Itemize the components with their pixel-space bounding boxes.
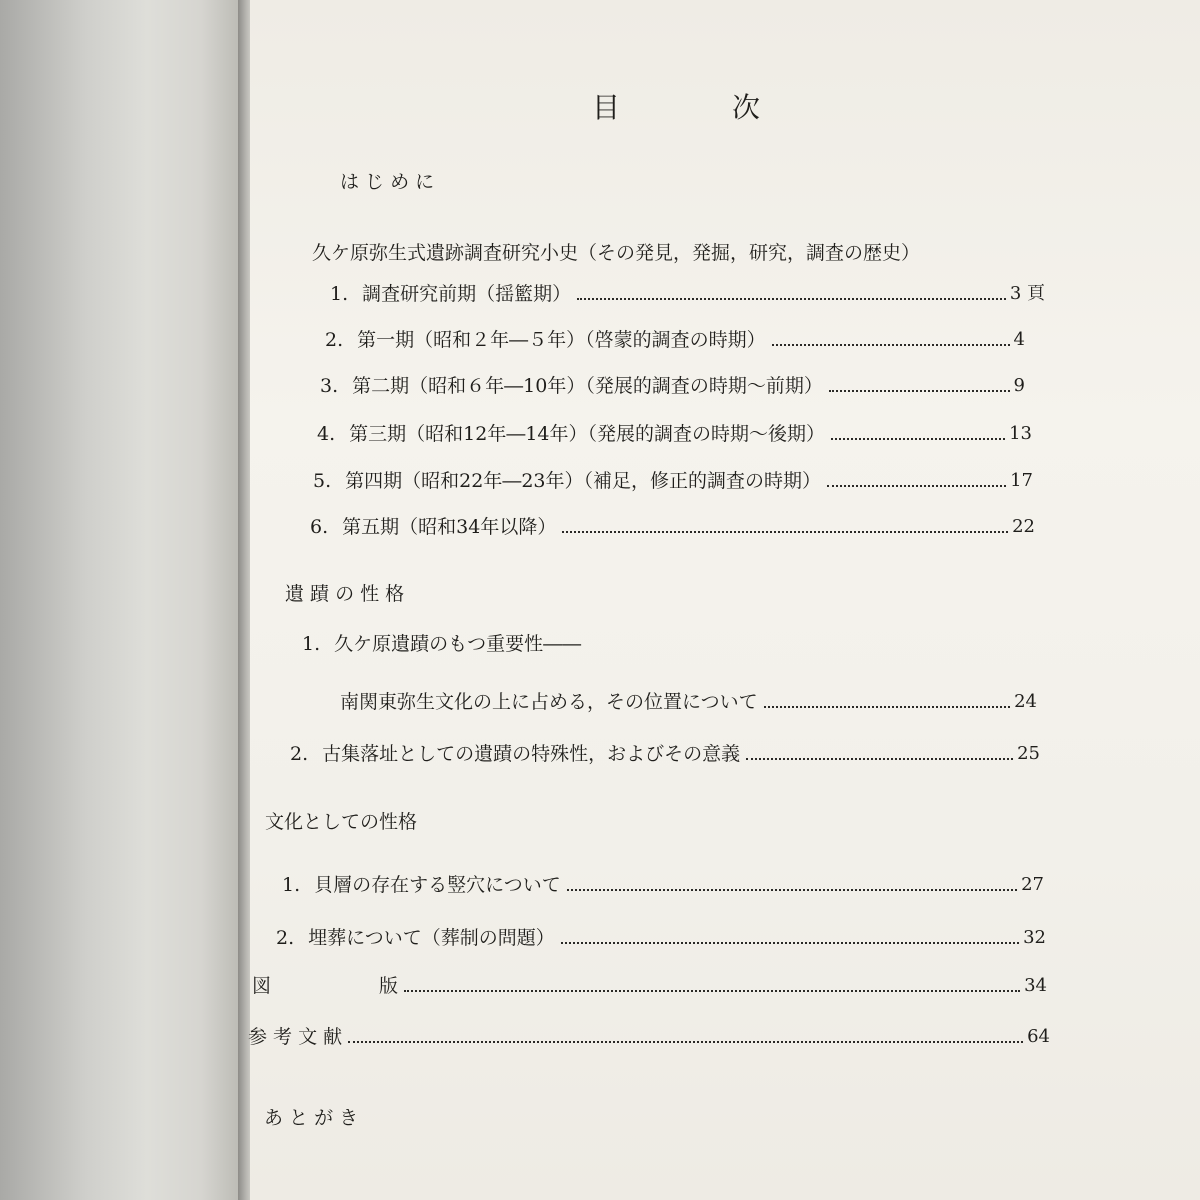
- dot-leader: [562, 531, 1008, 533]
- toc-row: [330, 282, 1045, 306]
- page-number: 13: [1009, 423, 1032, 444]
- section3-heading: [265, 810, 417, 834]
- page-number: 9: [1013, 375, 1025, 396]
- item-number: 4.: [317, 423, 336, 445]
- item-title: 第一期（昭和２年―５年）（啓蒙的調査の時期）: [357, 329, 766, 351]
- intro-entry: [340, 170, 434, 194]
- references-label: 参 考 文 献: [248, 1026, 343, 1048]
- dot-leader: [561, 942, 1019, 944]
- plates-label-right: 版: [379, 975, 399, 997]
- page-number: 64: [1027, 1026, 1050, 1047]
- toc-row: [282, 873, 1044, 897]
- toc-row: [310, 515, 1035, 539]
- dot-leader: [827, 485, 1006, 487]
- page-number: 22: [1012, 516, 1035, 537]
- title-left-char: 目: [592, 91, 621, 124]
- item-title: 久ケ原遺蹟のもつ重要性――: [334, 633, 582, 655]
- item-number: 6.: [310, 516, 329, 538]
- page-number: 17: [1010, 470, 1033, 491]
- item-title: 古集落址としての遺蹟の特殊性，およびその意義: [322, 743, 741, 765]
- intro-label: は じ め に: [340, 171, 435, 193]
- toc-row-plates: [252, 974, 1047, 998]
- item-title: 第四期（昭和22年―23年）（補足，修正的調査の時期）: [345, 470, 821, 492]
- section2-heading-text: 遺 蹟 の 性 格: [285, 583, 405, 605]
- dot-leader: [764, 706, 1010, 708]
- section3-heading-text: 文化としての性格: [265, 811, 418, 833]
- item-number: 2.: [290, 743, 309, 765]
- page-number: 4: [1013, 329, 1025, 350]
- toc-row: [325, 328, 1025, 352]
- dot-leader: [829, 390, 1010, 392]
- dot-leader: [577, 298, 1006, 300]
- item-number: 5.: [313, 470, 332, 492]
- section1-heading-text: 久ケ原弥生式遺跡調査研究小史（その発見，発掘，研究，調査の歴史）: [312, 242, 921, 264]
- page-number: 3 頁: [1009, 283, 1045, 304]
- page-number: 32: [1023, 927, 1046, 948]
- page-number: 24: [1014, 691, 1037, 712]
- dot-leader: [404, 990, 1020, 992]
- toc-row: [302, 632, 581, 656]
- dot-leader: [831, 438, 1005, 440]
- dot-leader: [746, 758, 1013, 760]
- dot-leader: [772, 344, 1010, 346]
- toc-row: [313, 469, 1033, 493]
- item-title-continuation: 南関東弥生文化の上に占める，その位置について: [340, 691, 758, 713]
- toc-row: [320, 374, 1025, 398]
- item-title: 貝層の存在する竪穴について: [314, 874, 561, 896]
- section2-heading: [285, 582, 404, 606]
- item-number: 1.: [282, 874, 301, 896]
- item-number: 2.: [325, 329, 344, 351]
- toc-row: [317, 422, 1032, 446]
- page-title: [592, 86, 760, 126]
- afterword-entry: [264, 1106, 358, 1130]
- section1-heading: [312, 241, 920, 265]
- toc-row-references: [248, 1025, 1050, 1049]
- item-title: 第五期（昭和34年以降）: [342, 516, 557, 538]
- item-title: 第三期（昭和12年―14年）（発展的調査の時期～後期）: [349, 423, 825, 445]
- toc-row: [290, 742, 1040, 766]
- title-right-char: 次: [732, 91, 761, 124]
- page-number: 27: [1021, 874, 1044, 895]
- dot-leader: [567, 889, 1017, 891]
- toc-row: [276, 926, 1046, 950]
- item-title: 埋葬について（葬制の問題）: [308, 927, 555, 949]
- dot-leader: [348, 1041, 1023, 1043]
- toc-row-continuation: [340, 690, 1037, 714]
- item-number: 1.: [302, 633, 321, 655]
- item-title: 第二期（昭和６年―10年）（発展的調査の時期～前期）: [352, 375, 823, 397]
- plates-label-left: 図: [252, 975, 272, 997]
- item-title: 調査研究前期（揺籃期）: [362, 283, 572, 305]
- page-number: 34: [1024, 975, 1047, 996]
- afterword-label: あ と が き: [264, 1107, 359, 1129]
- item-number: 1.: [330, 283, 349, 305]
- left-page: [0, 0, 245, 1200]
- page-number: 25: [1017, 743, 1040, 764]
- item-number: 3.: [320, 375, 339, 397]
- item-number: 2.: [276, 927, 295, 949]
